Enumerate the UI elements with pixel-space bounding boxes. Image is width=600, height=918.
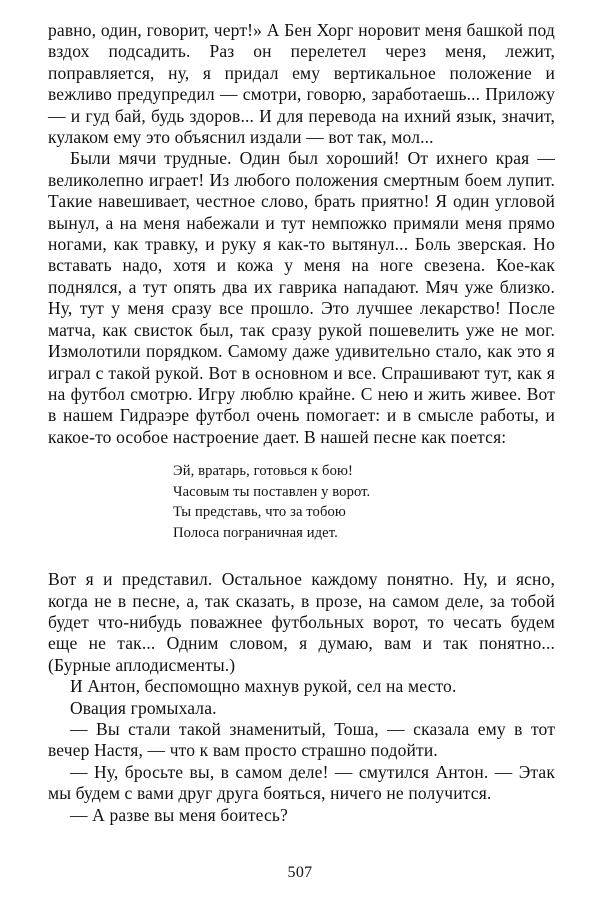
page-number: 507 xyxy=(287,864,313,881)
book-page xyxy=(48,20,555,826)
poem-stanza xyxy=(173,461,555,543)
dialogue-line: — Вы стали такой знаменитый, Тоша, — сказала ему в тот вечер Настя, — что к вам просто страшно подойти. xyxy=(48,718,555,761)
paragraph: равно, один, говорит, черт!» А Бен Хорг норовит меня башкой под вздох подсадить. Раз он перелетел через меня, лежит, поправляется, ну, я придал ему вертикальное положение и вежливо предупредил — смотри, говорю, заработаешь... Приложу — и гуд бай, будь здоров... И для перевода на ихний язык, значит, кулаком ему это объяснил издали — вот так, мол... xyxy=(48,20,555,148)
dialogue-line: — Ну, бросьте вы, в самом деле! — смутился Антон. — Этак мы будем с вами друг друга бояться, ничего не получится. xyxy=(48,761,555,804)
poem-line: Эй, вратарь, готовься к бою! xyxy=(173,463,353,480)
poem-line: Часовым ты поставлен у ворот. xyxy=(173,483,371,500)
paragraph: Овация громыхала. xyxy=(70,697,217,718)
paragraph: Были мячи трудные. Один был хороший! От ихнего края — великолепно играет! Из любого положения смертным боем лупит. Такие навешивает, честное слово, брать приятно! Я один угловой вынул, а на меня набежали и тут немпожко примяли меня прямо ногами, как травку, и руку я как-то вытянул... Боль зверская. Но вставать надо, хотя и кожа у меня на ноге свезена. Кое-как поднялся, а тут опять два их гаврика нападают. Мяч уже близко. Ну, тут у меня сразу все прошло. Это лучшее лекарство! После матча, как свисток был, так сразу рукой пошевелить уже не мог. Измолотили порядком. Самому даже удивительно стало, как это я играл с такой рукой. Вот в основном и все. Спрашивают тут, как я на футбол смотрю. Игру люблю крайне. С нею и жить живее. Вот в нашем Гидраэре футбол очень помогает: и в смысле работы, и какое-то особое настроение дает. В нашей песне как поется: xyxy=(48,148,555,447)
paragraph: Вот я и представил. Остальное каждому понятно. Ну, и ясно, когда не в песне, а, так сказать, в прозе, на самом деле, за тобой будет что-нибудь поважнее футбольных ворот, то чесать будем еще не так... Одним словом, я думаю, вам и так понятно... (Бурные аплодисменты.) xyxy=(48,569,555,675)
poem-line: Ты представь, что за тобою xyxy=(173,504,346,521)
paragraph: И Антон, беспомощно махнув рукой, сел на место. xyxy=(70,676,457,697)
poem-line: Полоса пограничная идет. xyxy=(173,524,338,541)
dialogue-line: — А разве вы меня боитесь? xyxy=(70,804,288,825)
